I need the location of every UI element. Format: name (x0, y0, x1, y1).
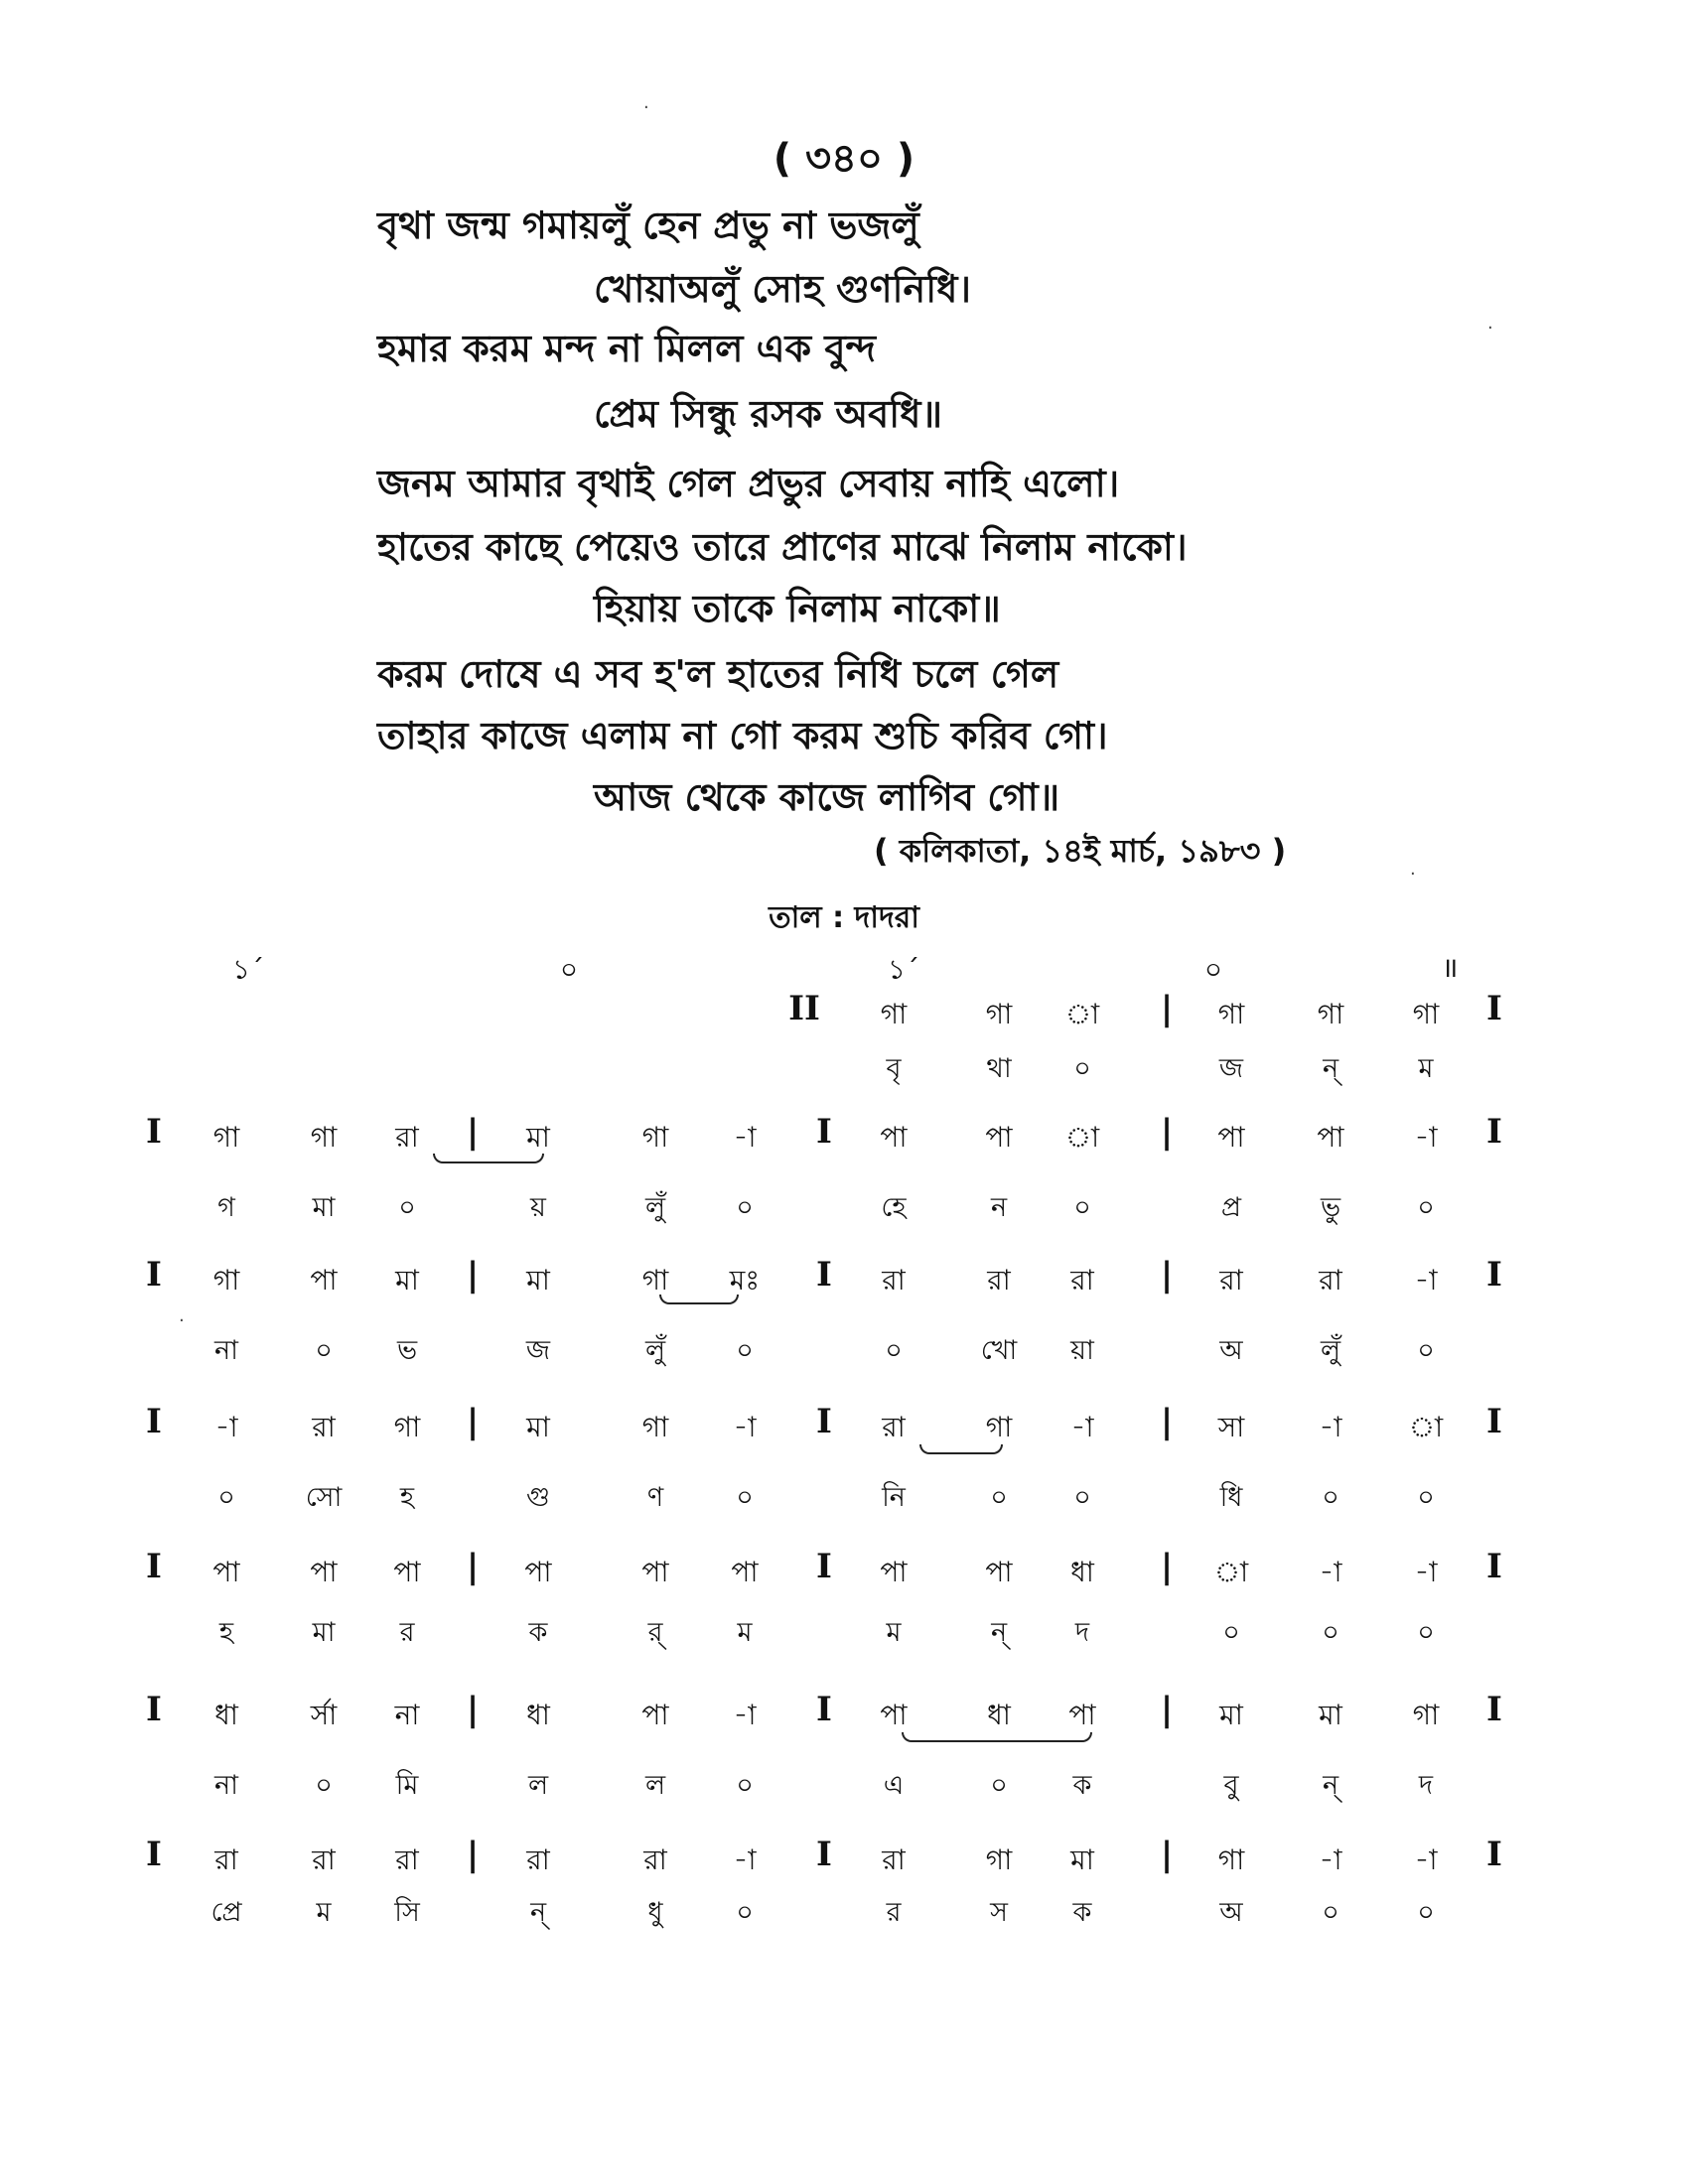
bar-line: | (466, 1690, 480, 1729)
lyric-syllable: র্ (647, 1617, 663, 1648)
note-cell: ধা (987, 1699, 1011, 1731)
note-cell: পা (641, 1556, 669, 1588)
verse-line: বৃথা জন্ম গমায়লুঁ হেন প্রভু না ভজলুঁ (377, 204, 919, 247)
lyric-syllable: মা (312, 1617, 336, 1648)
lyric-syllable: জ (525, 1335, 551, 1366)
lyric-syllable: অ (1219, 1335, 1243, 1366)
page-number: ( ৩৪০ ) (773, 136, 915, 182)
lyric-syllable: ০ (1073, 1482, 1091, 1513)
verse-line: হমার করম মন্দ না মিলল এক বুন্দ (377, 327, 876, 370)
bar-line: I (146, 1835, 162, 1874)
note-cell: গা (212, 1121, 240, 1154)
note-cell: -া (733, 1699, 757, 1731)
bar-line: I (1486, 1112, 1502, 1152)
verse-line: করম দোষে এ সব হ'ল হাতের নিধি চলে গেল (377, 652, 1059, 696)
lyric-syllable: দ (1074, 1617, 1090, 1648)
lyric-syllable: এ (883, 1770, 905, 1801)
lyric-syllable: গু (526, 1482, 550, 1513)
note-cell: গা (212, 1264, 240, 1297)
note-cell: পা (310, 1264, 338, 1297)
note-cell: রা (1319, 1264, 1342, 1297)
lyric-syllable: হ (399, 1482, 415, 1513)
bar-line: I (1486, 1835, 1502, 1874)
note-cell: গা (985, 1411, 1013, 1443)
bar-line: I (816, 1402, 832, 1441)
lyric-syllable: লুঁ (644, 1192, 666, 1223)
scan-speck: · (1487, 318, 1493, 339)
note-cell: -া (733, 1843, 757, 1876)
note-cell: -া (733, 1411, 757, 1443)
beat-mark: ১´ (231, 953, 265, 986)
beat-mark: ০ (559, 953, 579, 986)
lyric-syllable: ০ (736, 1482, 754, 1513)
lyric-syllable: অ (1219, 1897, 1243, 1928)
bar-line: | (1160, 1402, 1174, 1441)
lyric-syllable: লুঁ (1320, 1335, 1341, 1366)
note-cell: গা (641, 1264, 669, 1297)
lyric-syllable: নি (882, 1482, 906, 1513)
note-cell: পা (212, 1556, 240, 1588)
note-cell: ধা (1070, 1556, 1094, 1588)
bar-line: I (146, 1112, 162, 1152)
bar-line: I (816, 1690, 832, 1729)
lyric-syllable: ০ (990, 1482, 1008, 1513)
note-cell: -া (1414, 1264, 1438, 1297)
lyric-syllable: মা (312, 1192, 336, 1223)
lyric-syllable: ম (316, 1897, 332, 1928)
bar-line: I (1486, 1402, 1502, 1441)
lyric-syllable: ০ (736, 1192, 754, 1223)
lyric-syllable: ০ (315, 1770, 333, 1801)
lyric-syllable: র (399, 1617, 415, 1648)
verse-line: জনম আমার বৃথাই গেল প্রভুর সেবায় নাহি এলো। (377, 462, 1120, 505)
lyric-syllable: ম (1418, 1053, 1434, 1084)
lyric-syllable: ক (528, 1617, 548, 1648)
bar-line: I (146, 1402, 162, 1441)
bar-line: | (1160, 1255, 1174, 1295)
lyric-syllable: না (214, 1335, 238, 1366)
lyric-syllable: প্রে (211, 1897, 242, 1928)
note-cell: -া (214, 1411, 238, 1443)
note-cell: রা (312, 1411, 336, 1443)
lyric-syllable: ০ (217, 1482, 235, 1513)
lyric-syllable: বু (1223, 1770, 1239, 1801)
lyric-syllable: ০ (736, 1335, 754, 1366)
lyric-syllable: ম (737, 1617, 753, 1648)
lyric-syllable: য়া (1070, 1335, 1094, 1366)
bar-line: I (1486, 1255, 1502, 1295)
note-cell: মঃ (729, 1264, 761, 1297)
note-cell: গা (1317, 998, 1344, 1030)
lyric-syllable: ন্ (529, 1897, 547, 1928)
note-cell: রা (882, 1411, 906, 1443)
lyric-syllable: হ (218, 1617, 234, 1648)
note-cell: পা (985, 1556, 1013, 1588)
lyric-syllable: ০ (1417, 1335, 1435, 1366)
scan-speck: · (1410, 864, 1416, 885)
lyric-syllable: হে (881, 1192, 907, 1223)
bar-line: I (816, 1112, 832, 1152)
lyric-syllable: না (214, 1770, 238, 1801)
slur-mark (659, 1295, 739, 1304)
verse-line: খোয়াঅলুঁ সোহ গুণনিধি। (594, 267, 971, 311)
lyric-syllable: ০ (736, 1770, 754, 1801)
note-cell: না (394, 1699, 420, 1731)
lyric-syllable: ০ (736, 1897, 754, 1928)
note-cell: গা (985, 998, 1013, 1030)
note-cell: পা (985, 1121, 1013, 1154)
verse-line: আজ থেকে কাজে লাগিব গো॥ (594, 775, 1060, 819)
lyric-syllable: ০ (1322, 1482, 1339, 1513)
note-cell: পা (731, 1556, 759, 1588)
bar-line: I (146, 1547, 162, 1586)
lyric-syllable: থা (986, 1053, 1012, 1084)
note-cell: মা (526, 1264, 550, 1297)
lyric-syllable: লুঁ (644, 1335, 666, 1366)
lyric-syllable: ০ (315, 1335, 333, 1366)
note-cell: া (1408, 1411, 1444, 1443)
lyric-syllable: ধি (1219, 1482, 1243, 1513)
beat-mark: ০ (1203, 953, 1223, 986)
lyric-syllable: সো (305, 1482, 343, 1513)
verse-line: প্রেম সিন্ধু রসক অবধি॥ (594, 392, 942, 436)
note-cell: -া (733, 1121, 757, 1154)
note-cell: গা (1217, 998, 1245, 1030)
bar-line: | (1160, 1547, 1174, 1586)
lyric-syllable: ল (644, 1770, 666, 1801)
slur-mark (919, 1444, 1003, 1454)
note-cell: -া (1070, 1411, 1094, 1443)
slur-mark (433, 1154, 544, 1163)
note-cell: পা (880, 1556, 908, 1588)
lyric-syllable: ০ (1322, 1897, 1339, 1928)
note-cell: পা (393, 1556, 421, 1588)
lyric-syllable: ০ (885, 1335, 903, 1366)
note-cell: -া (1319, 1411, 1342, 1443)
bar-line: I (816, 1835, 832, 1874)
note-cell: ধা (214, 1699, 238, 1731)
lyric-syllable: ন (990, 1192, 1008, 1223)
note-cell: রা (1219, 1264, 1243, 1297)
note-cell: পা (641, 1699, 669, 1731)
lyric-syllable: ধু (647, 1897, 663, 1928)
note-cell: -া (1319, 1556, 1342, 1588)
lyric-syllable: ভ (396, 1335, 418, 1366)
bar-line: | (1160, 1835, 1174, 1874)
note-cell: রা (1070, 1264, 1094, 1297)
lyric-syllable: ০ (1417, 1192, 1435, 1223)
note-cell: রা (882, 1264, 906, 1297)
lyric-syllable: ০ (1417, 1897, 1435, 1928)
bar-line: | (1160, 1690, 1174, 1729)
bar-line: | (1160, 989, 1174, 1028)
bar-line: | (466, 1835, 480, 1874)
lyric-syllable: ণ (646, 1482, 664, 1513)
bar-line: | (466, 1255, 480, 1295)
note-cell: মা (1070, 1843, 1094, 1876)
bar-line: I (146, 1690, 162, 1729)
lyric-syllable: র (886, 1897, 902, 1928)
lyric-syllable: য় (530, 1192, 546, 1223)
note-cell: মা (395, 1264, 419, 1297)
note-cell: পা (1217, 1121, 1245, 1154)
note-cell: -া (1414, 1121, 1438, 1154)
note-cell: গা (1412, 1699, 1440, 1731)
note-cell: গা (985, 1843, 1013, 1876)
lyric-syllable: ম (886, 1617, 902, 1648)
lyric-syllable: ল (527, 1770, 549, 1801)
scan-speck: · (643, 97, 649, 118)
lyric-syllable: ০ (1222, 1617, 1240, 1648)
note-cell: গা (880, 998, 908, 1030)
lyric-syllable: জ (1218, 1053, 1244, 1084)
bar-line: I (1486, 1547, 1502, 1586)
lyric-syllable: ০ (1073, 1192, 1091, 1223)
note-cell: র্সা (310, 1699, 338, 1731)
lyric-syllable: গ (217, 1192, 235, 1223)
lyric-syllable: বৃ (886, 1053, 902, 1084)
note-cell: রা (526, 1843, 550, 1876)
lyric-syllable: ০ (398, 1192, 416, 1223)
note-cell: -া (1319, 1843, 1342, 1876)
note-cell: রা (395, 1843, 419, 1876)
note-cell: পা (1317, 1121, 1344, 1154)
slur-mark (902, 1732, 1092, 1742)
lyric-syllable: মি (395, 1770, 419, 1801)
note-cell: সা (1217, 1411, 1245, 1443)
note-cell: া (1213, 1556, 1249, 1588)
lyric-syllable: ক (1072, 1770, 1092, 1801)
lyric-syllable: সি (394, 1897, 420, 1928)
bar-line: II (788, 989, 820, 1028)
note-cell: রা (214, 1843, 238, 1876)
note-cell: ধা (526, 1699, 550, 1731)
note-cell: পা (524, 1556, 552, 1588)
lyric-syllable: খো (980, 1335, 1018, 1366)
bar-line: | (466, 1112, 480, 1152)
verse-line: তাহার কাজে এলাম না গো করম শুচি করিব গো। (377, 714, 1108, 757)
lyric-syllable: ০ (1417, 1482, 1435, 1513)
lyric-syllable: ন্ (1322, 1770, 1339, 1801)
lyric-syllable: প্র (1220, 1192, 1242, 1223)
note-cell: গা (641, 1411, 669, 1443)
lyric-syllable: ০ (1417, 1617, 1435, 1648)
note-cell: গা (1412, 998, 1440, 1030)
note-cell: রা (312, 1843, 336, 1876)
taal-label: তাল : দাদরা (769, 900, 919, 935)
note-cell: পা (1068, 1699, 1096, 1731)
note-cell: গা (393, 1411, 421, 1443)
lyric-syllable: ন্ (990, 1617, 1008, 1648)
scan-speck: · (179, 1310, 185, 1331)
bar-line: | (466, 1547, 480, 1586)
bar-line: I (816, 1255, 832, 1295)
note-cell: মা (1319, 1699, 1342, 1731)
note-cell: -া (1414, 1556, 1438, 1588)
note-cell: গা (310, 1121, 338, 1154)
lyric-syllable: ০ (1073, 1053, 1091, 1084)
bar-line: | (1160, 1112, 1174, 1152)
bar-line: | (466, 1402, 480, 1441)
note-cell: গা (641, 1121, 669, 1154)
note-cell: পা (880, 1699, 908, 1731)
note-cell: পা (310, 1556, 338, 1588)
lyric-syllable: স (990, 1897, 1008, 1928)
place-date: ( কলিকাতা, ১৪ই মার্চ, ১৯৮৩ ) (874, 832, 1287, 870)
lyric-syllable: ০ (990, 1770, 1008, 1801)
note-cell: রা (643, 1843, 667, 1876)
lyric-syllable: দ (1418, 1770, 1434, 1801)
bar-line: I (146, 1255, 162, 1295)
verse-line: হিয়ায় তাকে নিলাম নাকো॥ (594, 587, 1001, 630)
note-cell: রা (987, 1264, 1011, 1297)
note-cell: া (1064, 1121, 1100, 1154)
lyric-syllable: ন্ (1322, 1053, 1339, 1084)
note-cell: রা (395, 1121, 419, 1154)
note-cell: মা (526, 1411, 550, 1443)
bar-line: I (816, 1547, 832, 1586)
lyric-syllable: ভু (1320, 1192, 1341, 1223)
note-cell: পা (880, 1121, 908, 1154)
bar-line: I (1486, 989, 1502, 1028)
verse-line: হাতের কাছে পেয়েও তারে প্রাণের মাঝে নিলাম নাকো। (377, 525, 1188, 569)
note-cell: -া (1414, 1843, 1438, 1876)
bar-line: I (1486, 1690, 1502, 1729)
note-cell: মা (526, 1121, 550, 1154)
note-cell: গা (1217, 1843, 1245, 1876)
beat-mark: ॥ (1441, 951, 1459, 984)
note-cell: রা (882, 1843, 906, 1876)
lyric-syllable: ক (1072, 1897, 1092, 1928)
lyric-syllable: ০ (1322, 1617, 1339, 1648)
note-cell: া (1064, 998, 1100, 1030)
note-cell: মা (1219, 1699, 1243, 1731)
beat-mark: ১´ (887, 953, 920, 986)
